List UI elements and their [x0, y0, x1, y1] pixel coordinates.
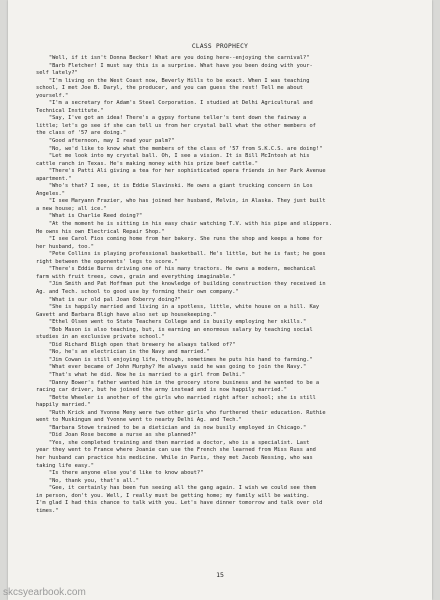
prophecy-body-text [36, 55, 418, 515]
body-line: "Bob Mason is also teaching, but, is earning an enormous salary by teaching social [36, 326, 313, 333]
body-line: "Yes, she completed training and then married a doctor, who is a specialist. Last [36, 439, 310, 446]
body-line: "Good afternoon, may I read your palm?" [36, 138, 175, 145]
body-line: happily married." [36, 402, 91, 409]
body-line: "Say, I've got an idea! There's a gypsy fortune teller's tent down the fairway a [36, 115, 307, 122]
body-line: cattle ranch in Texas. He's making money with his prize beef cattle." [36, 160, 258, 167]
body-line: "Ruth Krick and Yvonne Meny were two other girls who furthered their education. Ruthie [36, 409, 326, 416]
body-line: "There's Patti Ali giving a tea for her sophisticated opera friends in her Park Avenue [36, 168, 326, 175]
body-line: the class of '57 are doing." [36, 130, 127, 137]
body-line: "Gee, it certainly has been fun seeing all the gang again. I wish we could see them [36, 485, 316, 492]
body-line: "Jim Cowan is still enjoying life, though, sometimes he puts his hand to farming." [36, 356, 313, 363]
body-line: "At the moment he is sitting in his easy chair watching T.V. with his pipe and slippers. [36, 221, 332, 228]
body-line: little; let's go see if she can tell us from her crystal ball what the other members of [36, 122, 316, 129]
body-line: times." [36, 507, 59, 514]
body-line: farm with fruit trees, cows, grain and everything imaginable." [36, 273, 236, 280]
body-line: Angeles." [36, 190, 65, 197]
body-line: apartment." [36, 175, 72, 182]
body-line: went to Muskingum and Yvonne went to nearby Delhi Ag. and Tech." [36, 417, 242, 424]
body-line: her husband, too." [36, 243, 94, 250]
body-line: Technical Institute." [36, 107, 104, 114]
body-line: "No, we'd like to know what the members of the class of '57 from S.K.C.S. are doing!" [36, 145, 323, 152]
page-title: CLASS PROPHECY [191, 43, 249, 50]
body-line: Gavett and Barbara Bligh have also set up housekeeping." [36, 311, 217, 318]
body-line: her husband can practice his medicine. While in Paris, they met Jacob Nessing, who was [36, 454, 313, 461]
body-line: "Did Richard Bligh open that brewery he always talked of?" [36, 341, 236, 348]
body-line: "I see Maryann Frazier, who has joined her husband, Melvin, in Alaska. They just built [36, 198, 326, 205]
body-line: "No, he's an electrician in the Navy and married." [36, 349, 210, 356]
body-line: "Ethel Olsen went to State Teachers College and is busily employing her skills." [36, 319, 307, 326]
body-line: "What is Charlie Reed doing?" [36, 213, 143, 220]
body-line: "What is our old pal Joan Oxberry doing?" [36, 296, 181, 303]
body-line: a new house; all ice." [36, 205, 107, 212]
body-line: "She is happily married and living in a spotless, little, white house on a hill. Kay [36, 304, 320, 311]
body-line: self lately?" [36, 70, 78, 77]
body-line: "That's what he did. Now he is married to a girl from Delhi." [36, 371, 246, 378]
body-line: "I see Carol Fios coming home from her bakery. She runs the shop and keeps a home for [36, 236, 323, 243]
page-number: 15 [216, 571, 224, 579]
yearbook-page [8, 0, 432, 600]
body-line: "Jim Smith and Pat Hoffman put the knowledge of building construction they received in [36, 281, 326, 288]
body-line: "What ever became of John Murphy? He always said he was going to join the Navy." [36, 364, 307, 371]
body-line: "Danny Bower's father wanted him in the grocery store business and he wanted to be a [36, 379, 320, 386]
body-line: "Barb Fletcher! I must say this is a surprise. What have you been doing with your- [36, 62, 313, 69]
body-line: He owns his own Electrical Repair Shop." [36, 228, 165, 235]
body-line: "Did Joan Rose become a nurse as she planned?" [36, 432, 197, 439]
site-watermark: skcsyearbook.com [3, 587, 86, 598]
body-line: "Who's that? I see, it is Eddie Slavinski. He owns a giant trucking concern in Los [36, 183, 313, 190]
body-line: right between the opponents' legs to score." [36, 258, 178, 265]
body-line: I'm glad I had this chance to talk with you. Let's have dinner tomorrow and talk over old [36, 500, 323, 507]
body-line: yourself." [36, 92, 69, 99]
body-line: "Is there anyone else you'd like to know about?" [36, 470, 204, 477]
body-line: taking life easy." [36, 462, 94, 469]
body-line: year they went to France where Joanie can use the French she learned from Miss Russ and [36, 447, 316, 454]
body-line: "Bette Wheeler is another of the girls who married right after school; she is still [36, 394, 316, 401]
body-line: "I'm a secretary for Adam's Steel Corporation. I studied at Delhi Agricultural and [36, 100, 313, 107]
body-line: studies in an exclusive private school." [36, 334, 165, 341]
body-line: "Let me look into my crystal ball. Oh, I see a vision. It is Bill McIntosh at his [36, 153, 310, 160]
body-line: "Barbara Stowe trained to be a dietician and is now busily employed in Chicago." [36, 424, 307, 431]
body-line: school, I met Joe B. Daryl, the producer, and you can guess the rest! Tell me about [36, 85, 304, 92]
body-line: in person, don't you. Well, I really must be getting home; my family will be waiting. [36, 492, 310, 499]
body-line: "Pete Collins is playing professional basketball. He's little, but he is fast; he goes [36, 251, 326, 258]
body-line: "Well, if it isn't Donna Becker! What are you doing here--enjoying the carnival?" [36, 55, 310, 61]
body-line: "No, thank you, that's all." [36, 477, 139, 484]
body-line: "There's Eddie Burns driving one of his many tractors. He owns a modern, mechanical [36, 266, 316, 273]
body-line: Ag. and Tech. school to good use by forming their own company." [36, 288, 239, 295]
body-line: racing car driver, but he joined the army instead and is now happily married." [36, 387, 287, 394]
body-line: "I'm living on the West Coast now, Beverly Hills to be exact. When I was teaching [36, 77, 310, 84]
